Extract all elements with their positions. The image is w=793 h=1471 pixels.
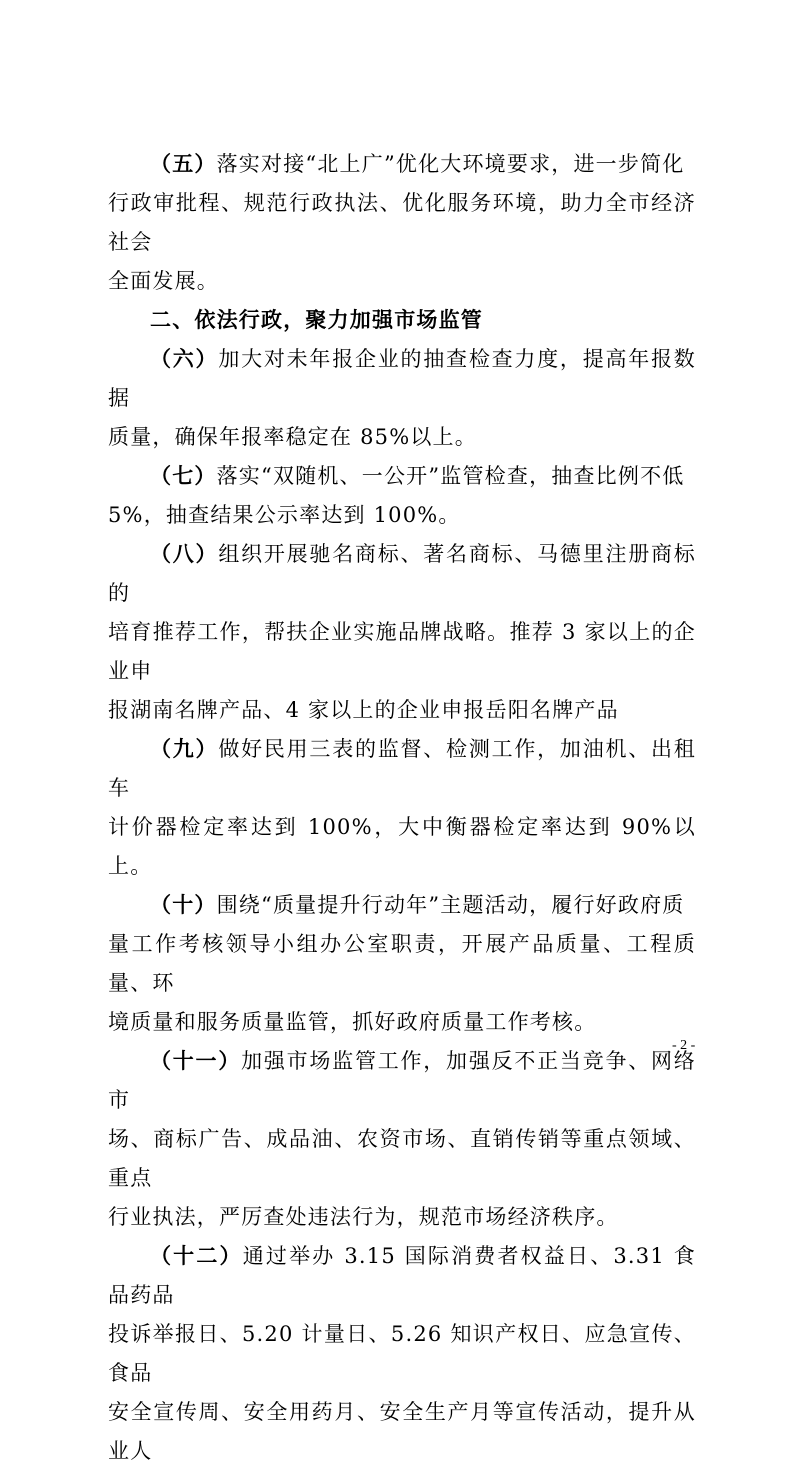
paragraph-lead: （九） (150, 737, 219, 761)
text-line: 计价器检定率达到 100%，大中衡器检定率达到 90%以上。 (108, 815, 696, 878)
paragraph-lead: （十一） (150, 1049, 242, 1073)
paragraph-11 (108, 1042, 696, 1237)
text-line: 行业执法，严厉查处违法行为，规范市场经济秩序。 (108, 1205, 619, 1229)
text-line: 报湖南名牌产品、4 家以上的企业申报岳阳名牌产品 (108, 698, 619, 722)
paragraph-7 (108, 457, 696, 535)
paragraph-lead: （六） (150, 347, 219, 371)
paragraph-6 (108, 340, 696, 457)
text-line: 场、商标广告、成品油、农资市场、直销传销等重点领域、重点 (108, 1127, 696, 1190)
paragraph-lead: （十二） (150, 1244, 243, 1268)
paragraph-10 (108, 886, 696, 1042)
text-line: 组织开展驰名商标、著名商标、马德里注册商标的 (108, 542, 696, 605)
paragraph-lead: （七） (150, 464, 217, 488)
text-line: 落实对接“北上广”优化大环境要求，进一步简化 (216, 152, 685, 176)
paragraph-5 (108, 145, 696, 301)
paragraph-lead: （八） (150, 542, 219, 566)
text-line: 通过举办 3.15 国际消费者权益日、3.31 食品药品 (108, 1244, 696, 1307)
text-line: 围绕“质量提升行动年”主题活动，履行好政府质 (216, 893, 685, 917)
section-heading: 二、依法行政，聚力加强市场监管 (150, 308, 483, 332)
paragraph-9 (108, 730, 696, 886)
text-line: 全面发展。 (108, 269, 219, 293)
text-line: 培育推荐工作，帮扶企业实施品牌战略。推荐 3 家以上的企业申 (108, 620, 696, 683)
text-line: 质量，确保年报率稳定在 85%以上。 (108, 425, 477, 449)
text-line: 落实“双随机、一公开”监管检查，抽查比例不低 (216, 464, 685, 488)
text-line: 5%，抽查结果公示率达到 100%。 (108, 503, 461, 527)
paragraph-lead: （五） (150, 152, 217, 176)
text-line: 做好民用三表的监督、检测工作，加油机、出租车 (108, 737, 696, 800)
text-line: 加强市场监管工作，加强反不正当竞争、网络市 (108, 1049, 696, 1112)
paragraph-12 (108, 1237, 696, 1471)
document-body (108, 145, 696, 1471)
text-line: 安全宣传周、安全用药月、安全生产月等宣传活动，提升从业人 (108, 1400, 696, 1463)
text-line: 境质量和服务质量监管，抓好政府质量工作考核。 (108, 1010, 597, 1034)
text-line: 行政审批程、规范行政执法、优化服务环境，助力全市经济社会 (108, 191, 696, 254)
text-line: 投诉举报日、5.20 计量日、5.26 知识产权日、应急宣传、食品 (108, 1322, 696, 1385)
paragraph-8 (108, 535, 696, 730)
page-number: - 2 - (672, 1038, 696, 1053)
text-line: 加大对未年报企业的抽查检查力度，提高年报数据 (108, 347, 696, 410)
paragraph-lead: （十） (150, 893, 217, 917)
text-line: 量工作考核领导小组办公室职责，开展产品质量、工程质量、环 (108, 932, 696, 995)
